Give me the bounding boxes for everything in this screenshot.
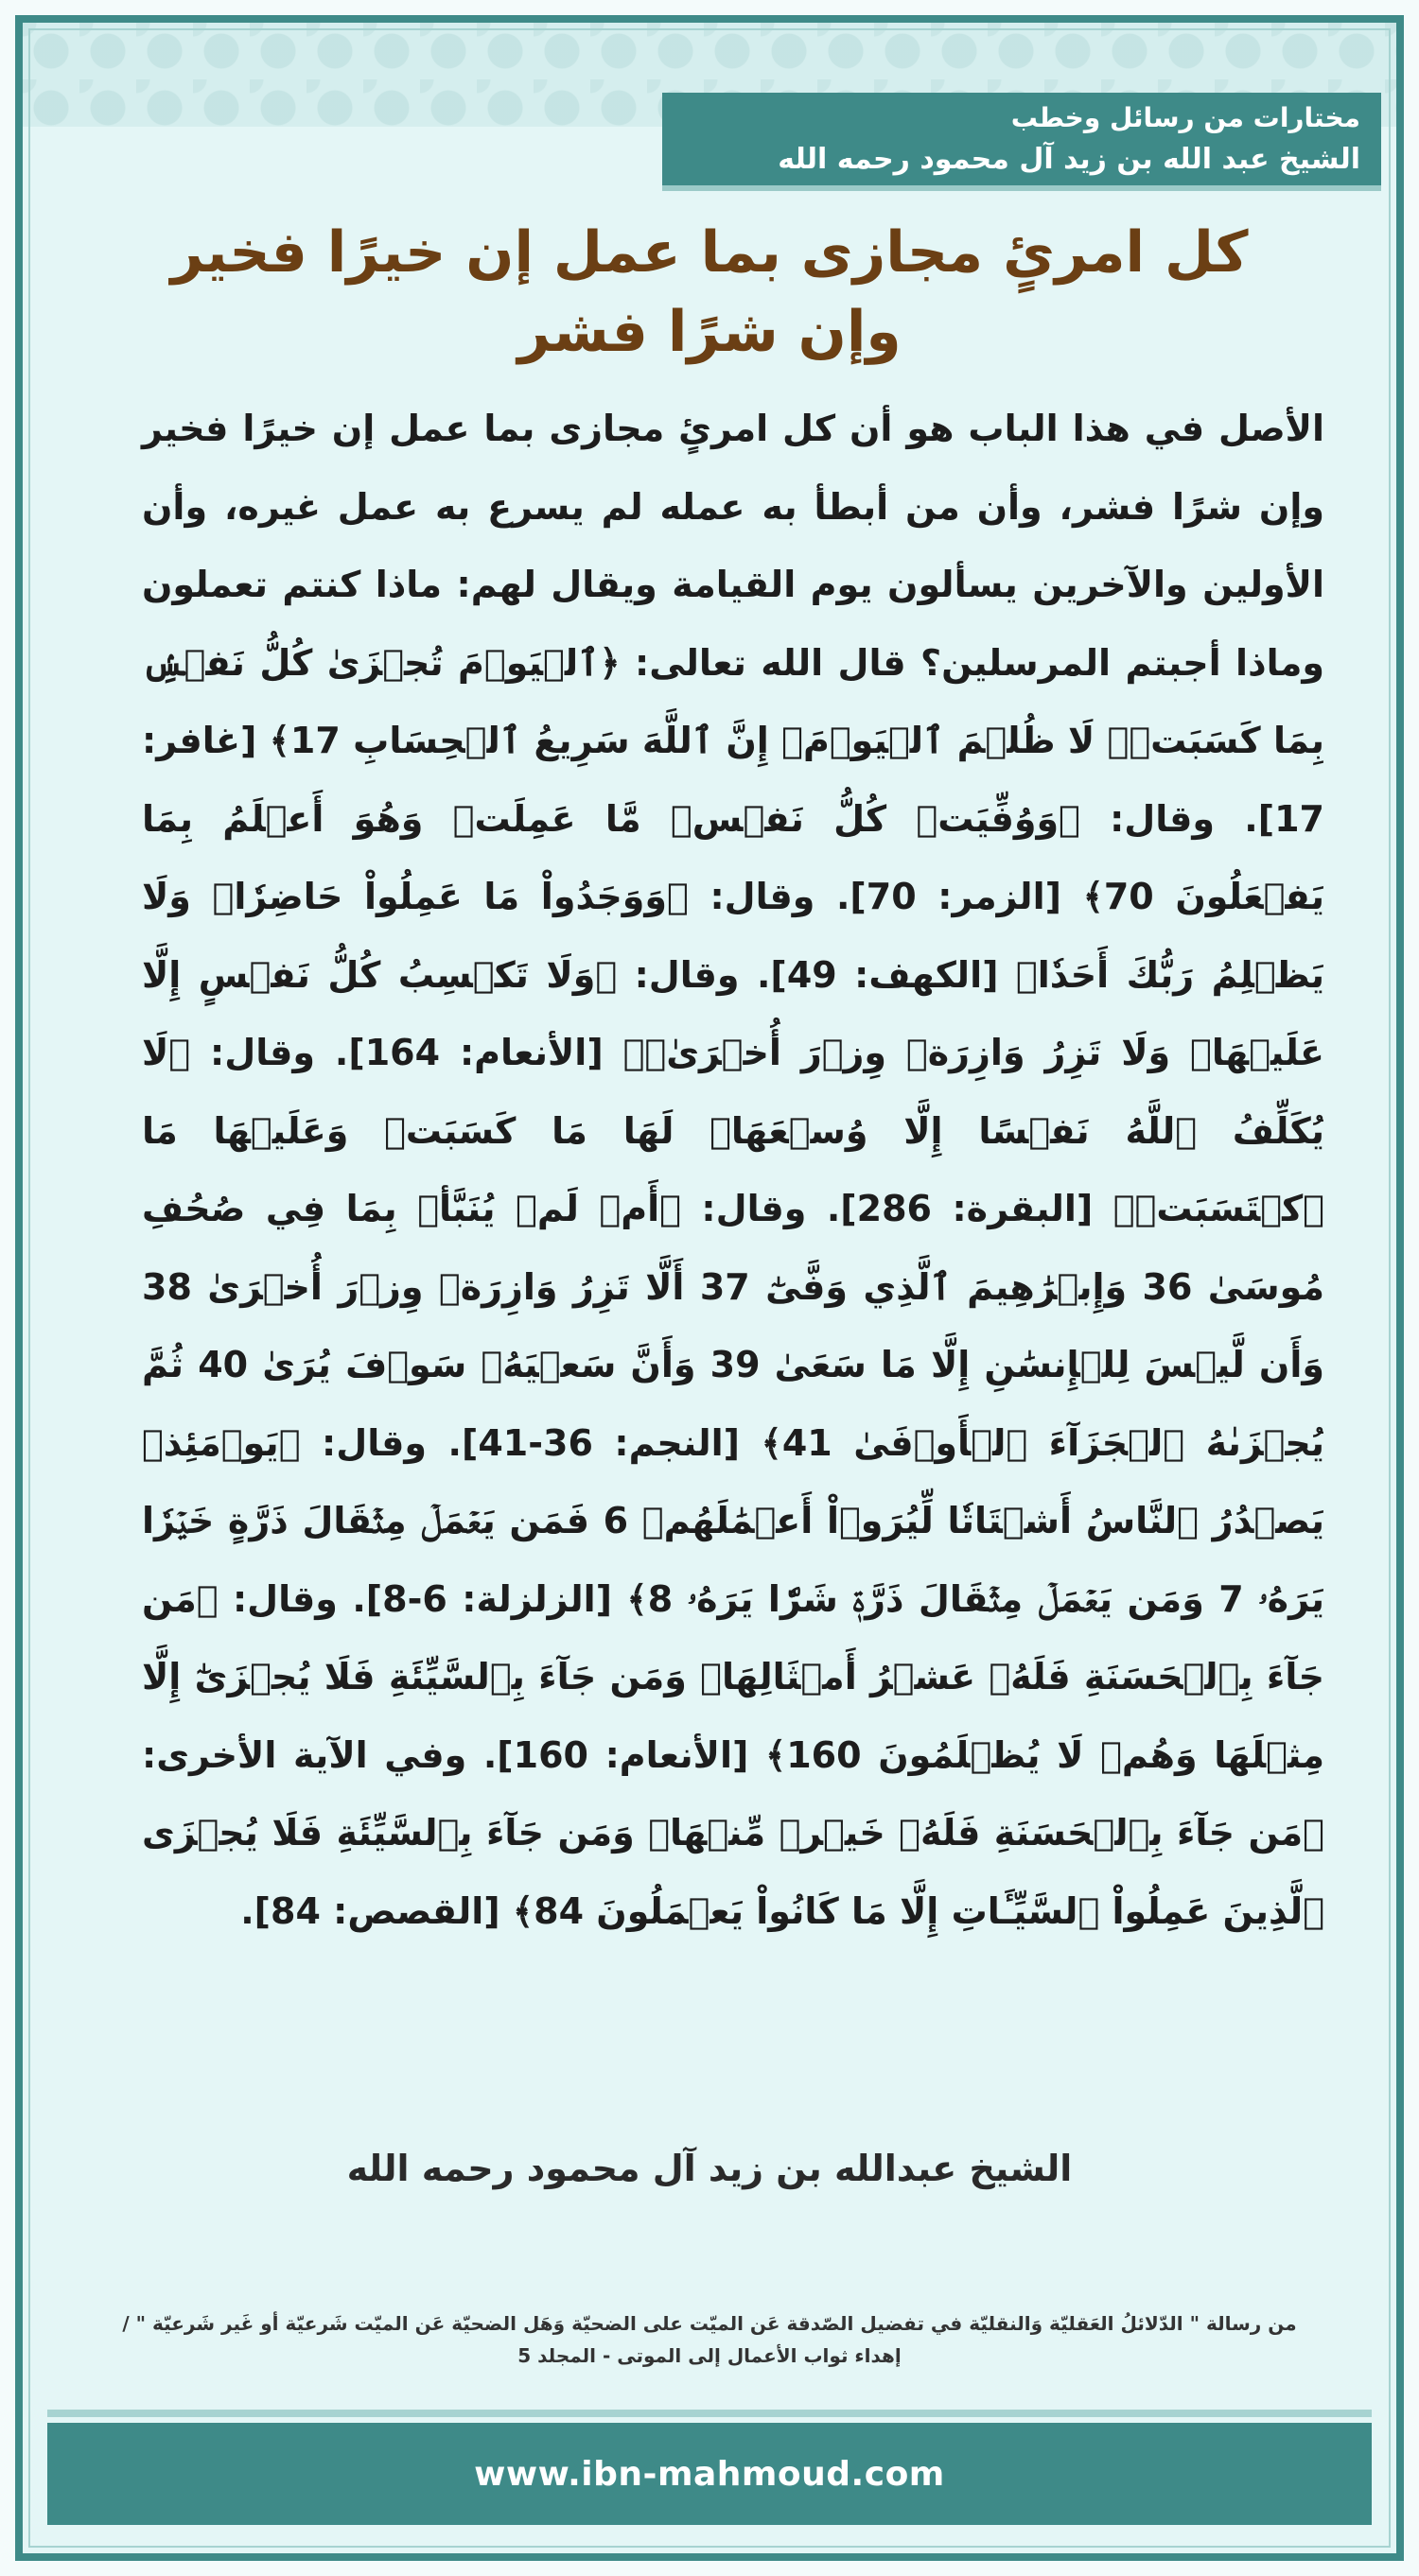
- series-author: الشيخ عبد الله بن زيد آل محمود رحمه الله: [778, 143, 1360, 176]
- article-body: الأصل في هذا الباب هو أن كل امرئٍ مجازى بما عمل إن خيرًا فخير وإن شرًا فشر، وأن من أبطأ به عمله لم يسرع به عمل غيره، وأن الأولين والآخرين يسألون يوم القيامة ويقال لهم: ماذا كنتم تعملون وماذا أجبتم المرسلين؟ قال الله تعالى: ﴿ٱلۡيَوۡمَ تُجۡزَىٰ كُلُّ نَفۡسِۢ بِمَا كَسَبَتۡۚ لَا ظُلۡمَ ٱلۡيَوۡمَۚ إِنَّ ٱللَّهَ سَرِيعُ ٱلۡحِسَابِ 17﴾ [غافر: 17]. وقال: ﴿وَوُفِّيَتۡ كُلُّ نَفۡسٖ مَّا عَمِلَتۡ وَهُوَ أَعۡلَمُ بِمَا يَفۡعَلُونَ 70﴾ [الزمر: 70]. وقال: ﴿وَوَجَدُواْ مَا عَمِلُواْ حَاضِرٗاۗ وَلَا يَظۡلِمُ رَبُّكَ أَحَدٗا﴾ [الكهف: 49]. وقال: ﴿وَلَا تَكۡسِبُ كُلُّ نَفۡسٍ إِلَّا عَلَيۡهَاۚ وَلَا تَزِرُ وَازِرَةٞ وِزۡرَ أُخۡرَىٰۚ﴾ [الأنعام: 164]. وقال: ﴿لَا يُكَلِّفُ ٱللَّهُ نَفۡسًا إِلَّا وُسۡعَهَاۚ لَهَا مَا كَسَبَتۡ وَعَلَيۡهَا مَا ٱكۡتَسَبَتۡ﴾ [البقرة: 286]. وقال: ﴿أَمۡ لَمۡ يُنَبَّأۡ بِمَا فِي صُحُفِ مُوسَىٰ 36 وَإِبۡرَٰهِيمَ ٱلَّذِي وَفَّىٰٓ 37 أَلَّا تَزِرُ وَازِرَةٞ وِزۡرَ أُخۡرَىٰ 38 وَأَن لَّيۡسَ لِلۡإِنسَٰنِ إِلَّا مَا سَعَىٰ 39 وَأَنَّ سَعۡيَهُۥ سَوۡفَ يُرَىٰ 40 ثُمَّ يُجۡزَىٰهُ ٱلۡجَزَآءَ ٱلۡأَوۡفَىٰ 41﴾ [النجم: 36-41]. وقال: ﴿يَوۡمَئِذٖ يَصۡدُرُ ٱلنَّاسُ أَشۡتَاتٗا لِّيُرَوۡاْ أَعۡمَٰلَهُمۡ 6 فَمَن يَعۡمَلۡ مِثۡقَالَ ذَرَّةٍ خَيۡرٗا يَرَهُۥ 7 وَمَن يَعۡمَلۡ مِثۡقَالَ ذَرَّةٖ شَرّٗا يَرَهُۥ 8﴾ [الزلزلة: 6-8]. وقال: ﴿مَن جَآءَ بِٱلۡحَسَنَةِ فَلَهُۥ عَشۡرُ أَمۡثَالِهَاۖ وَمَن جَآءَ بِٱلسَّيِّئَةِ فَلَا يُجۡزَىٰٓ إِلَّا مِثۡلَهَا وَهُمۡ لَا يُظۡلَمُونَ 160﴾ [الأنعام: 160]. وفي الآية الأخرى: ﴿مَن جَآءَ بِٱلۡحَسَنَةِ فَلَهُۥ خَيۡرٞ مِّنۡهَاۖ وَمَن جَآءَ بِٱلسَّيِّئَةِ فَلَا يُجۡزَى ٱلَّذِينَ عَمِلُواْ ٱلسَّيِّـَٔاتِ إِلَّا مَا كَانُواْ يَعۡمَلُونَ 84﴾ [القصص: 84].: [142, 408, 1325, 1932]
- footer-divider: [47, 2410, 1372, 2417]
- website-link[interactable]: www.ibn-mahmoud.com: [474, 2454, 945, 2494]
- author-signature: الشيخ عبدالله بن زيد آل محمود رحمه الله: [346, 2148, 1073, 2189]
- series-title: مختارات من رسائل وخطب: [1010, 102, 1360, 133]
- source-citation: من رسالة " الدّلائلُ العَقليّة وَالنقليّة في تفضيل الصّدقة عَن الميّت على الضحيّة وَهَل الضحيّة عَن الميّت شَرعيّة أو غَير شَرعيّة " / إهداء ثواب الأعمال إلى الموتى - المجلد 5: [122, 2312, 1297, 2367]
- footer-bar: [47, 2423, 1372, 2525]
- article-title: كل امرئٍ مجازى بما عمل إن خيرًا فخير وإن شرًا فشر: [170, 219, 1249, 365]
- series-banner: [662, 93, 1381, 191]
